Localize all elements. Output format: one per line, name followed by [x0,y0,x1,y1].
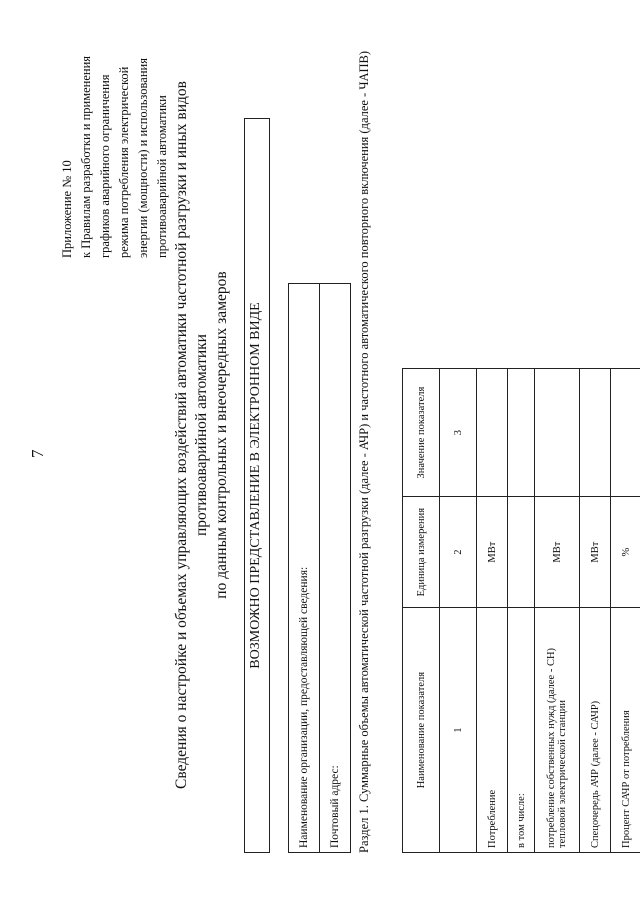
column-number: 3 [440,369,477,497]
appendix-line: режима потребления электрической [117,66,131,258]
appendix-line: энергии (мощности) и использования [136,58,150,258]
indicator-unit: МВт [477,497,508,608]
org-info-table [288,283,351,853]
appendix-line: противоаварийной автоматики [155,95,169,258]
column-header: Единица измерения [403,497,440,608]
table-row [289,284,320,853]
indicator-value [580,369,611,497]
indicator-value [477,369,508,497]
title-line: противоаварийной автоматики [193,334,210,536]
column-header: Значение показателя [403,369,440,497]
postal-address-label: Почтовый адрес: [320,284,351,853]
column-number: 2 [440,497,477,608]
column-header: Наименование показателя [403,608,440,853]
table-row [580,369,611,853]
indicator-unit: МВт [535,497,580,608]
column-number-row [440,369,477,853]
appendix-line: Приложение № 10 [60,160,74,258]
column-number: 1 [440,608,477,853]
table-row [611,369,640,853]
table-header-row [403,369,440,853]
indicator-unit: МВт [580,497,611,608]
section-1-heading: Раздел 1. Суммарные объемы автоматической частотной разгрузки (далее - АЧР) и частотного автоматического повторного включения (далее - ЧАПВ) [357,50,371,853]
appendix-line: к Правилам разработки и применения [79,55,93,258]
page-number: 7 [28,449,47,458]
table-row [508,369,535,853]
indicator-name: Потребление [477,608,508,853]
indicator-unit: % [611,497,640,608]
indicator-value [535,369,580,497]
table-row [477,369,508,853]
electronic-form-label: ВОЗМОЖНО ПРЕДСТАВЛЕНИЕ В ЭЛЕКТРОННОМ ВИДЕ [248,302,263,669]
table-row [320,284,351,853]
appendix-note [58,18,172,258]
indicator-name: в том числе: [508,608,535,853]
title-line: Сведения о настройке и объемах управляющих воздействий автоматики частотной разгрузки и иных видов [173,81,190,789]
org-name-label: Наименование организации, предоставляющей сведения: [289,284,320,853]
electronic-form-box [244,118,270,853]
title-line: по данным контрольных и внеочередных замеров [213,271,230,599]
indicator-value [508,369,535,497]
indicator-name: Спецочередь АЧР (далее - САЧР) [580,608,611,853]
indicators-table [402,368,640,853]
indicator-name: потребление собственных нужд (далее - СН) тепловой электрической станции [535,608,580,853]
document-title [172,55,232,815]
indicator-name: Процент САЧР от потребления [611,608,640,853]
appendix-line: графиков аварийного ограничения [98,74,112,258]
indicator-value [611,369,640,497]
indicator-unit [508,497,535,608]
table-row [535,369,580,853]
